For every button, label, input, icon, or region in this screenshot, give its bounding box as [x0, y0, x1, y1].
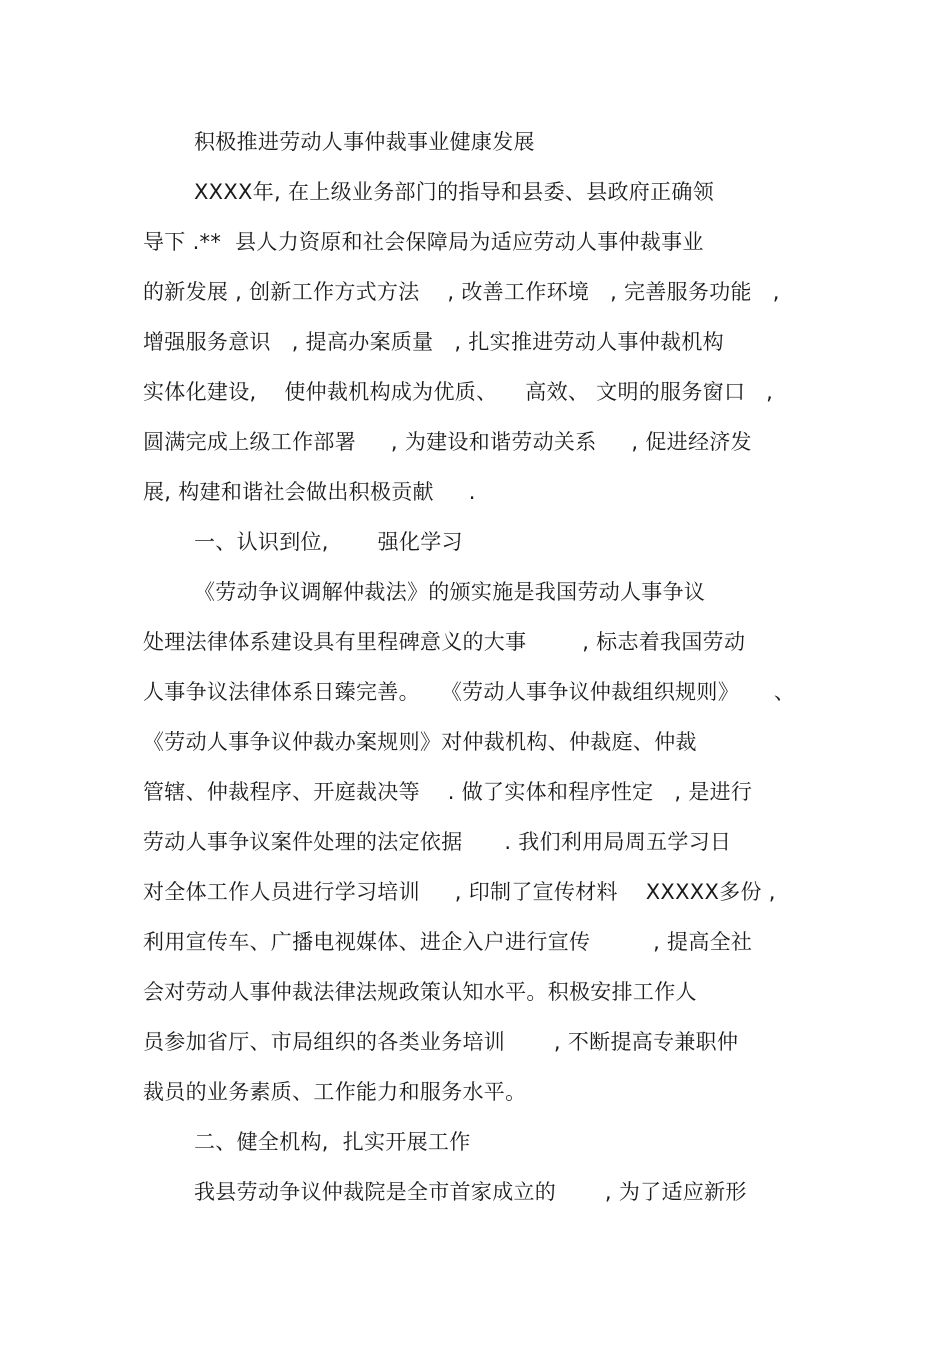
paragraph-line: 处理法律体系建设具有里程碑意义的大事 , 标志着我国劳动: [143, 630, 746, 654]
document-title: 积极推进劳动人事仲裁事业健康发展: [194, 130, 535, 154]
paragraph-line: 展, 构建和谐社会做出积极贡献 .: [143, 480, 476, 504]
paragraph-line: 《劳动争议调解仲裁法》的颁实施是我国劳动人事争议: [194, 580, 706, 604]
paragraph-line: 管辖、仲裁程序、开庭裁决等 . 做了实体和程序性定 , 是进行: [143, 780, 753, 804]
paragraph-line: 裁员的业务素质、工作能力和服务水平。: [143, 1080, 527, 1104]
paragraph-line: 利用宣传车、广播电视媒体、进企入户进行宣传 , 提高全社: [143, 930, 753, 954]
paragraph-line: 劳动人事争议案件处理的法定依据 . 我们利用局周五学习日: [143, 830, 732, 854]
paragraph-line: 导下 .** 县人力资原和社会保障局为适应劳动人事仲裁事业: [143, 230, 704, 254]
paragraph-line: 的新发展 , 创新工作方式方法 , 改善工作环境 , 完善服务功能 ,: [143, 280, 780, 304]
section-heading: 二、健全机构, 扎实开展工作: [194, 1130, 471, 1154]
paragraph-line: 《劳动人事争议仲裁办案规则》对仲裁机构、仲裁庭、仲裁: [143, 730, 697, 754]
paragraph-line: 员参加省厅、市局组织的各类业务培训 , 不断提高专兼职仲: [143, 1030, 739, 1054]
paragraph-line: 对全体工作人员进行学习培训 , 印制了宣传材料 XXXXX多份 ,: [143, 880, 776, 904]
paragraph-line: 会对劳动人事仲裁法律法规政策认知水平。积极安排工作人: [143, 980, 697, 1004]
paragraph-line: XXXX年, 在上级业务部门的指导和县委、县政府正确领: [194, 180, 714, 204]
paragraph-line: 实体化建设, 使仲裁机构成为优质、 高效、 文明的服务窗口 ,: [143, 380, 774, 404]
paragraph-line: 圆满完成上级工作部署 , 为建设和谐劳动关系 , 促进经济发: [143, 430, 752, 454]
paragraph-line: 人事争议法律体系日臻完善。 《劳动人事争议仲裁组织规则》 、: [143, 680, 796, 704]
paragraph-line: 我县劳动争议仲裁院是全市首家成立的 , 为了适应新形: [194, 1180, 747, 1204]
paragraph-line: 增强服务意识 , 提高办案质量 , 扎实推进劳动人事仲裁机构: [143, 330, 724, 354]
section-heading: 一、认识到位, 强化学习: [194, 530, 463, 554]
